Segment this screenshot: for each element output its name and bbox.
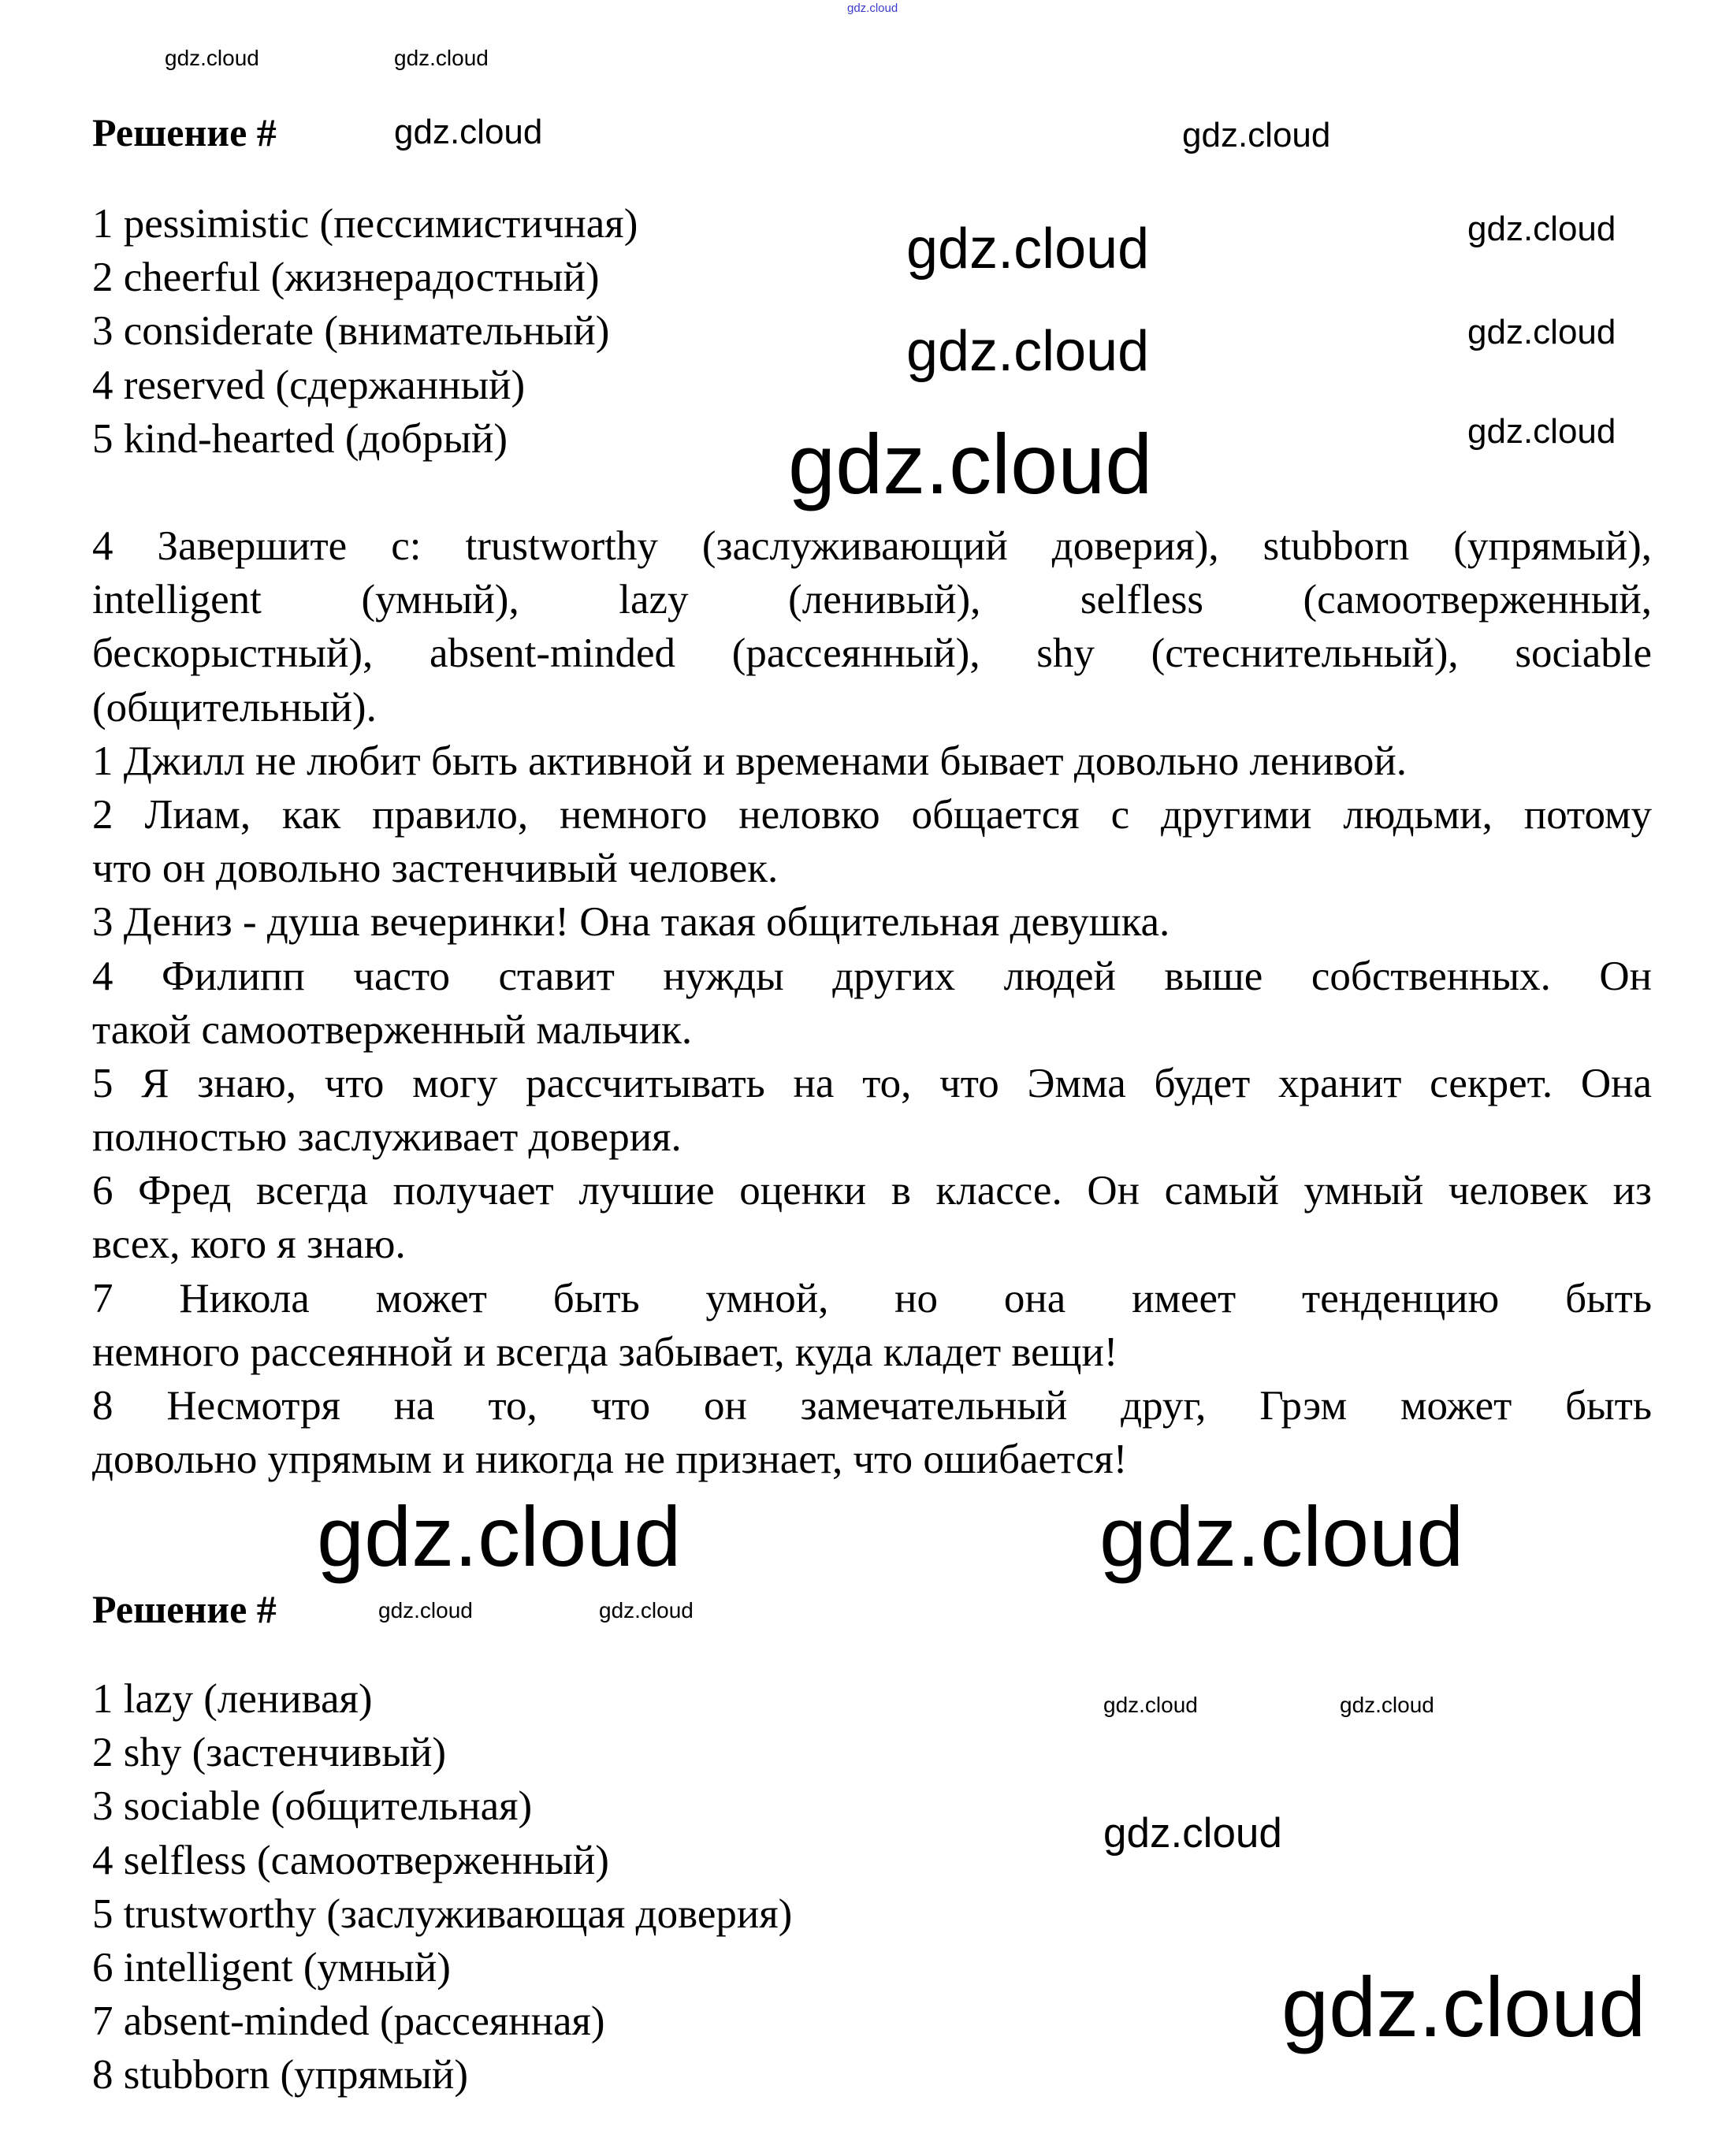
watermark: gdz.cloud: [1103, 1693, 1198, 1717]
list-item: 5 trustworthy (заслуживающая доверия): [92, 1890, 793, 1937]
watermark: gdz.cloud: [317, 1489, 682, 1584]
sentence-line: довольно упрямым и никогда не признает, что ошибается!: [92, 1437, 1128, 1483]
sentence-line: полностью заслуживает доверия.: [92, 1114, 682, 1161]
watermark: gdz.cloud: [1340, 1693, 1434, 1717]
list-item: 2 shy (застенчивый): [92, 1730, 446, 1776]
task4-line: intelligent (умный), lazy (ленивый), selfless (самоотверженный,: [92, 577, 1652, 623]
list-item: 1 pessimistic (пессимистичная): [92, 201, 638, 247]
watermark: gdz.cloud: [1103, 1810, 1282, 1857]
header-watermark: gdz.cloud: [847, 2, 898, 15]
sentence-line: немного рассеянной и всегда забывает, куда кладет вещи!: [92, 1329, 1118, 1375]
watermark: gdz.cloud: [1281, 1959, 1646, 2054]
task4-line: бескорыстный), absent-minded (рассеянный), shy (стеснительный), sociable: [92, 630, 1652, 677]
section2-list: [92, 1672, 792, 2102]
watermark: gdz.cloud: [1467, 313, 1616, 351]
list-item: 4 selfless (самоотверженный): [92, 1837, 609, 1883]
sentence-line: 3 Дениз - душа вечеринки! Она такая общительная девушка.: [92, 899, 1170, 946]
sentence-line: 5 Я знаю, что могу рассчитывать на то, что Эмма будет хранит секрет. Она: [92, 1060, 1652, 1106]
section1-title: Решение #: [92, 110, 277, 154]
sentence-line: всех, кого я знаю.: [92, 1221, 406, 1268]
sentence-line: 1 Джилл не любит быть активной и временами бывает довольно ленивой.: [92, 738, 1407, 784]
sentence-line: что он довольно застенчивый человек.: [92, 846, 779, 892]
list-item: 6 intelligent (умный): [92, 1944, 451, 1991]
watermark: gdz.cloud: [394, 46, 489, 70]
watermark: gdz.cloud: [1467, 412, 1616, 451]
sentence-line: 4 Филипп часто ставит нужды других людей выше собственных. Он: [92, 953, 1652, 999]
list-item: 8 stubborn (упрямый): [92, 2052, 469, 2098]
list-item: 3 sociable (общительная): [92, 1783, 533, 1830]
list-item: 7 absent-minded (рассеянная): [92, 1998, 605, 2045]
sentence-line: 7 Никола может быть умной, но она имеет тенденцию быть: [92, 1275, 1652, 1321]
section2-title: Решение #: [92, 1587, 277, 1631]
list-item: 1 lazy (ленивая): [92, 1676, 373, 1722]
watermark: gdz.cloud: [599, 1598, 694, 1623]
task4-line: (общительный).: [92, 684, 377, 730]
watermark: gdz.cloud: [165, 46, 259, 70]
sentence-line: 8 Несмотря на то, что он замечательный друг, Грэм может быть: [92, 1383, 1652, 1429]
task4-line: 4 Завершите с: trustworthy (заслуживающий доверия), stubborn (упрямый),: [92, 523, 1652, 569]
watermark: gdz.cloud: [394, 113, 543, 151]
watermark: gdz.cloud: [1099, 1489, 1464, 1584]
list-item: 5 kind-hearted (добрый): [92, 415, 508, 462]
list-item: 4 reserved (сдержанный): [92, 362, 526, 408]
watermark: gdz.cloud: [1182, 116, 1331, 154]
section1-list: [92, 197, 638, 466]
watermark: gdz.cloud: [906, 217, 1150, 281]
sentence-line: 6 Фред всегда получает лучшие оценки в классе. Он самый умный человек из: [92, 1168, 1652, 1214]
sentence-line: 2 Лиам, как правило, немного неловко общается с другими людьми, потому: [92, 791, 1652, 838]
watermark: gdz.cloud: [906, 320, 1150, 383]
list-item: 2 cheerful (жизнерадостный): [92, 255, 600, 301]
watermark: gdz.cloud: [788, 416, 1153, 511]
sentence-line: такой самоотверженный мальчик.: [92, 1006, 693, 1053]
watermark: gdz.cloud: [378, 1598, 473, 1623]
section1-text: [92, 519, 1652, 1486]
watermark: gdz.cloud: [1467, 210, 1616, 248]
list-item: 3 considerate (внимательный): [92, 308, 610, 355]
